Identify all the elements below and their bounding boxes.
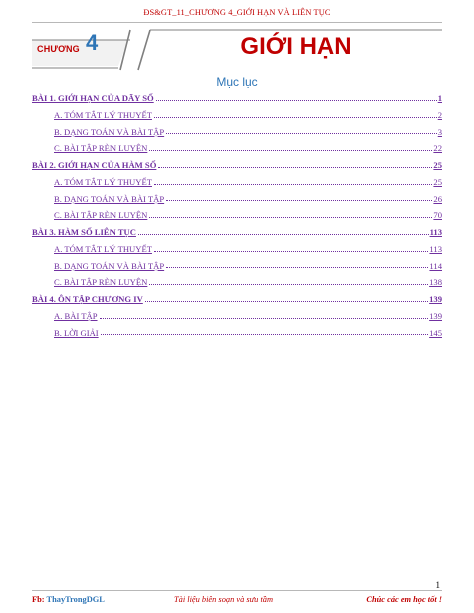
toc-dot-leader — [154, 117, 437, 118]
toc-entry-page: 114 — [429, 260, 442, 271]
toc-entry-section[interactable] — [32, 205, 442, 222]
toc-dot-leader — [101, 334, 428, 335]
footer-tagline: Tài liệu biên soạn và sưu tầm — [174, 595, 274, 604]
toc-entry-section[interactable] — [32, 306, 442, 323]
toc-entry-lesson[interactable] — [32, 155, 442, 172]
chapter-title: GIỚI HẠN — [240, 33, 352, 60]
toc-entry-title: A. BÀI TẬP — [54, 310, 98, 321]
toc-dot-leader — [166, 267, 428, 268]
toc-dot-leader — [154, 251, 428, 252]
footer-fb-label: Fb: — [32, 595, 47, 604]
toc-entry-page: 139 — [429, 294, 442, 305]
page-footer — [32, 595, 442, 607]
toc-dot-leader — [154, 184, 432, 185]
toc-dot-leader — [166, 133, 437, 134]
toc-entry-section[interactable] — [32, 256, 442, 273]
toc-dot-leader — [166, 200, 432, 201]
toc-entry-title: BÀI 2. GIỚI HẠN CỦA HÀM SỐ — [32, 160, 157, 171]
toc-entry-page: 113 — [429, 227, 442, 238]
toc-entry-lesson[interactable] — [32, 88, 442, 105]
toc-entry-section[interactable] — [32, 189, 442, 206]
toc-entry-section[interactable] — [32, 138, 442, 155]
toc-heading: Mục lục — [216, 75, 258, 89]
toc-entry-page: 113 — [429, 243, 442, 254]
toc-entry-page: 139 — [429, 310, 442, 321]
banner-right-slant — [138, 30, 150, 70]
footer-divider — [32, 590, 442, 591]
toc-entry-page: 145 — [429, 327, 442, 338]
toc-entry-page: 25 — [433, 176, 442, 187]
toc-entry-title: BÀI 4. ÔN TẬP CHƯƠNG IV — [32, 294, 143, 305]
toc-entry-section[interactable] — [32, 272, 442, 289]
toc-entry-page: 25 — [433, 160, 442, 171]
toc-entry-title: C. BÀI TẬP RÈN LUYỆN — [54, 143, 148, 154]
running-header: ĐS&GT_11_CHƯƠNG 4_GIỚI HẠN VÀ LIÊN TỤC — [143, 8, 331, 17]
toc-entry-title: BÀI 1. GIỚI HẠN CỦA DÃY SỐ — [32, 93, 154, 104]
toc-entry-page: 138 — [429, 277, 442, 288]
toc-entry-page: 22 — [433, 143, 442, 154]
toc-dot-leader — [158, 167, 432, 168]
toc-entry-title: A. TÓM TẮT LÝ THUYẾT — [54, 243, 152, 254]
toc-dot-leader — [149, 150, 432, 151]
footer-wish: Chúc các em học tốt ! — [366, 595, 442, 604]
toc-entry-page: 1 — [437, 93, 442, 104]
toc-dot-leader — [156, 100, 437, 101]
toc-dot-leader — [149, 217, 432, 218]
toc-entry-page: 70 — [433, 210, 442, 221]
toc-entry-lesson[interactable] — [32, 289, 442, 306]
toc-entry-title: A. TÓM TẮT LÝ THUYẾT — [54, 109, 152, 120]
toc-entry-lesson[interactable] — [32, 222, 442, 239]
toc-entry-title: B. LỜI GIẢI — [54, 327, 99, 338]
toc-dot-leader — [100, 318, 429, 319]
footer-fb-name[interactable]: ThayTrongDGL — [46, 595, 105, 604]
toc-entry-section[interactable] — [32, 172, 442, 189]
toc-entry-title: B. DẠNG TOÁN VÀ BÀI TẬP — [54, 126, 165, 137]
footer-facebook — [32, 595, 105, 604]
toc-entry-title: BÀI 3. HÀM SỐ LIÊN TỤC — [32, 227, 136, 238]
toc-entry-section[interactable] — [32, 239, 442, 256]
toc-entry-title: B. DẠNG TOÁN VÀ BÀI TẬP — [54, 260, 165, 271]
toc-entry-title: A. TÓM TẮT LÝ THUYẾT — [54, 176, 152, 187]
header-divider — [32, 22, 442, 23]
toc-dot-leader — [138, 234, 429, 235]
toc-entry-title: B. DẠNG TOÁN VÀ BÀI TẬP — [54, 193, 165, 204]
toc-dot-leader — [149, 284, 428, 285]
table-of-contents — [32, 88, 442, 339]
toc-entry-page: 3 — [437, 126, 442, 137]
chapter-number: 4 — [86, 30, 99, 55]
page-number: 1 — [435, 580, 440, 590]
toc-entry-title: C. BÀI TẬP RÈN LUYỆN — [54, 277, 148, 288]
toc-entry-page: 2 — [437, 109, 442, 120]
toc-entry-page: 26 — [433, 193, 442, 204]
toc-entry-section[interactable] — [32, 122, 442, 139]
toc-entry-section[interactable] — [32, 105, 442, 122]
toc-dot-leader — [145, 301, 428, 302]
toc-entry-section[interactable] — [32, 323, 442, 340]
chapter-label: CHƯƠNG — [37, 44, 80, 54]
toc-entry-title: C. BÀI TẬP RÈN LUYỆN — [54, 210, 148, 221]
